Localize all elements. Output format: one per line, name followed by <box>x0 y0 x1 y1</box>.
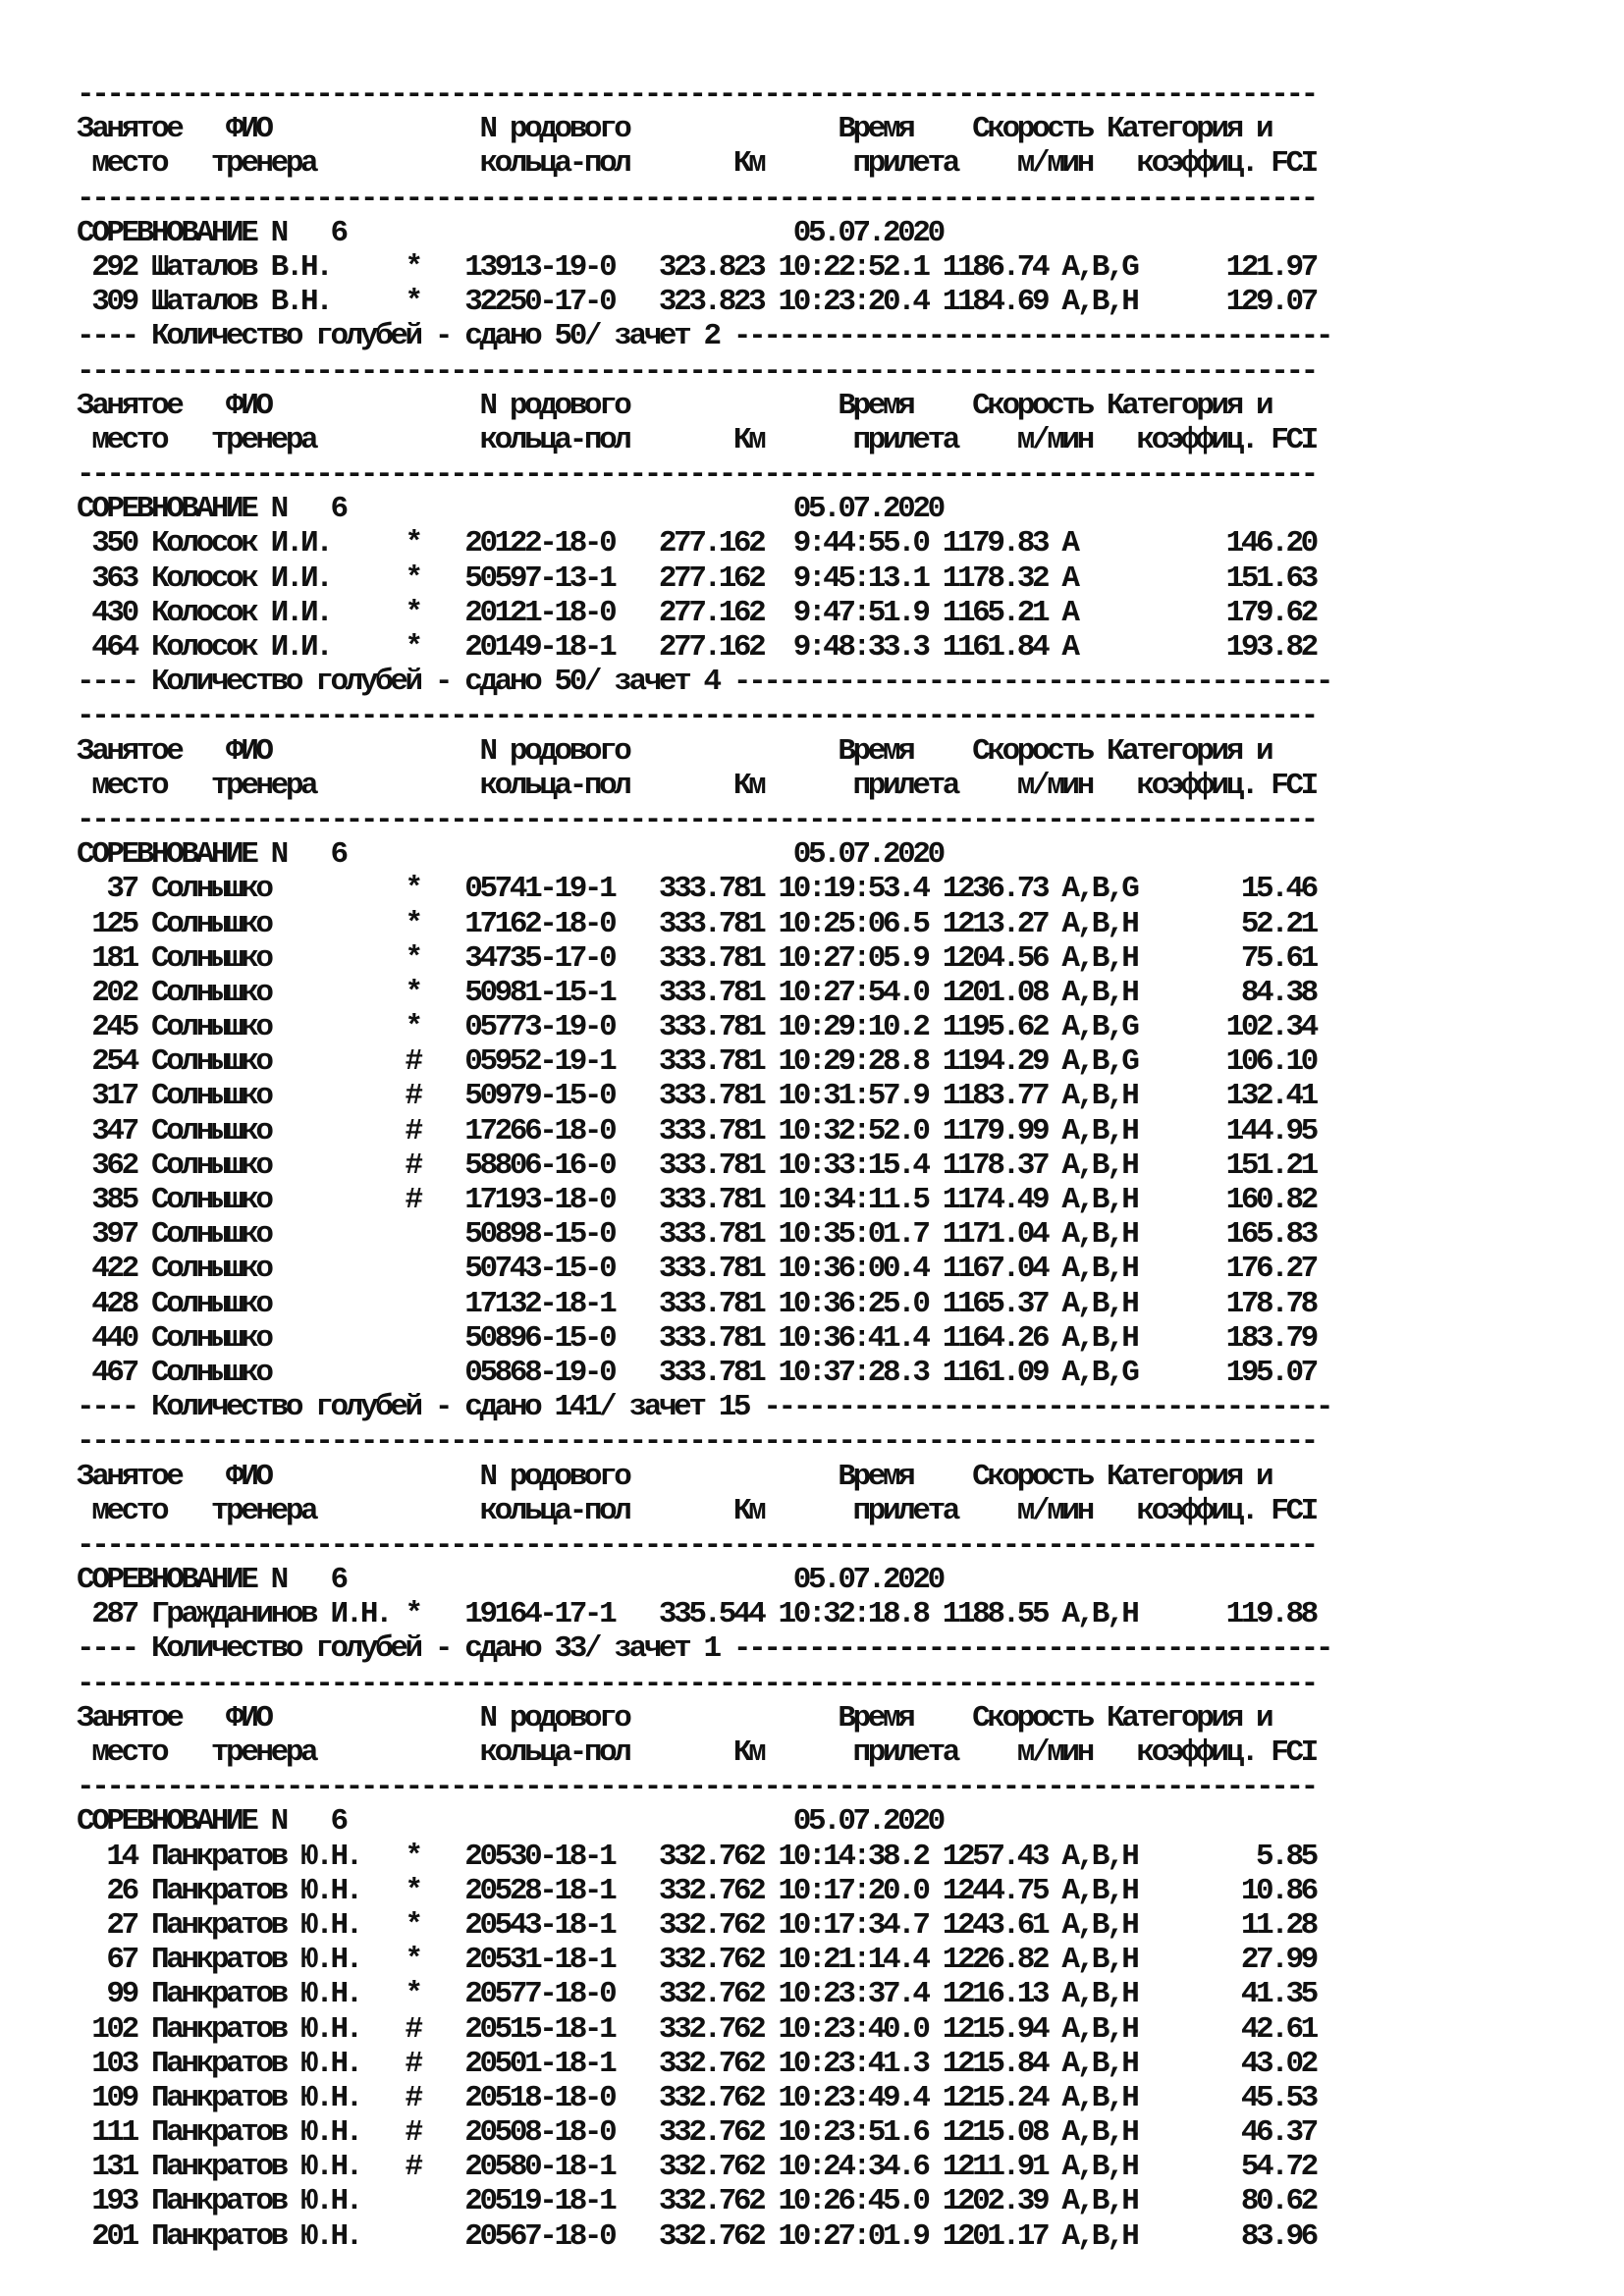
result-row: 397 Солнышко 50898-15-0 333.781 10:35:01.7 1171.04 A,B,H 165.83 <box>77 1217 1316 1253</box>
result-row: 467 Солнышко 05868-19-0 333.781 10:37:28.3 1161.09 A,B,G 195.07 <box>77 1355 1316 1390</box>
result-row: 201 Панкратов Ю.Н. 20567-18-0 332.762 10:27:01.9 1201.17 A,B,H 83.96 <box>77 2218 1316 2254</box>
result-row: 292 Шаталов В.Н. * 13913-19-0 323.823 10:22:52.1 1186.74 A,B,G 121.97 <box>77 249 1316 285</box>
column-header-line-1: Занятое ФИО N родового Время Скорость Категория и <box>77 1459 1272 1494</box>
result-row: 440 Солнышко 50896-15-0 333.781 10:36:41.4 1164.26 A,B,H 183.79 <box>77 1320 1316 1356</box>
result-row: 309 Шаталов В.Н. * 32250-17-0 323.823 10:23:20.4 1184.69 A,B,H 129.07 <box>77 285 1316 320</box>
column-header-line-1: Занятое ФИО N родового Время Скорость Категория и <box>77 1700 1272 1735</box>
result-row: 202 Солнышко * 50981-15-1 333.781 10:27:54.0 1201.08 A,B,H 84.38 <box>77 975 1316 1010</box>
result-row: 363 Колосок И.И. * 50597-13-1 277.162 9:45:13.1 1178.32 A 151.63 <box>77 561 1316 596</box>
result-row: 193 Панкратов Ю.Н. 20519-18-1 332.762 10:26:45.0 1202.39 A,B,H 80.62 <box>77 2184 1316 2219</box>
result-row: 125 Солнышко * 17162-18-0 333.781 10:25:06.5 1213.27 A,B,H 52.21 <box>77 906 1316 941</box>
separator-line: ----------------------------------------------------------------------------------- <box>77 78 1316 112</box>
separator-line: ----------------------------------------------------------------------------------- <box>77 353 1316 389</box>
result-row: 254 Солнышко # 05952-19-1 333.781 10:29:28.8 1194.29 A,B,G 106.10 <box>77 1044 1316 1080</box>
column-header-line-2: место тренера кольца-пол Км прилета м/мин коэффиц. FCI <box>77 1735 1316 1770</box>
column-header-line-1: Занятое ФИО N родового Время Скорость Категория и <box>77 388 1272 423</box>
result-row: 102 Панкратов Ю.Н. # 20515-18-1 332.762 10:23:40.0 1215.94 A,B,H 42.61 <box>77 2011 1316 2047</box>
result-row: 428 Солнышко 17132-18-1 333.781 10:36:25.0 1165.37 A,B,H 178.78 <box>77 1286 1316 1321</box>
separator-line: ----------------------------------------------------------------------------------- <box>77 181 1316 216</box>
result-row: 26 Панкратов Ю.Н. * 20528-18-1 332.762 10:17:20.0 1244.75 A,B,H 10.86 <box>77 1873 1316 1908</box>
result-row: 245 Солнышко * 05773-19-0 333.781 10:29:10.2 1195.62 A,B,G 102.34 <box>77 1010 1316 1045</box>
summary-line: ---- Количество голубей - сдано 141/ зачет 15 -------------------------------------- <box>77 1390 1331 1425</box>
result-row: 111 Панкратов Ю.Н. # 20508-18-0 332.762 10:23:51.6 1215.08 A,B,H 46.37 <box>77 2115 1316 2151</box>
competition-line: СОРЕВНОВАНИЕ N 6 05.07.2020 <box>77 1563 943 1598</box>
result-row: 347 Солнышко # 17266-18-0 333.781 10:32:52.0 1179.99 A,B,H 144.95 <box>77 1113 1316 1148</box>
result-row: 99 Панкратов Ю.Н. * 20577-18-0 332.762 10:23:37.4 1216.13 A,B,H 41.35 <box>77 1977 1316 2012</box>
result-row: 422 Солнышко 50743-15-0 333.781 10:36:00.4 1167.04 A,B,H 176.27 <box>77 1252 1316 1287</box>
result-row: 464 Колосок И.И. * 20149-18-1 277.162 9:48:33.3 1161.84 A 193.82 <box>77 630 1316 665</box>
result-row: 14 Панкратов Ю.Н. * 20530-18-1 332.762 10:14:38.2 1257.43 A,B,H 5.85 <box>77 1839 1316 1874</box>
column-header-line-1: Занятое ФИО N родового Время Скорость Категория и <box>77 112 1272 147</box>
separator-line: ----------------------------------------------------------------------------------- <box>77 1770 1316 1805</box>
result-row: 67 Панкратов Ю.Н. * 20531-18-1 332.762 10:21:14.4 1226.82 A,B,H 27.99 <box>77 1943 1316 1978</box>
result-row: 350 Колосок И.И. * 20122-18-0 277.162 9:44:55.0 1179.83 A 146.20 <box>77 526 1316 561</box>
column-header-line-2: место тренера кольца-пол Км прилета м/мин коэффиц. FCI <box>77 146 1316 182</box>
competition-line: СОРЕВНОВАНИЕ N 6 05.07.2020 <box>77 492 943 527</box>
summary-line: ---- Количество голубей - сдано 33/ зачет 1 ---------------------------------------- <box>77 1631 1331 1667</box>
column-header-line-2: место тренера кольца-пол Км прилета м/мин коэффиц. FCI <box>77 1493 1316 1528</box>
summary-line: ---- Количество голубей - сдано 50/ зачет 4 ---------------------------------------- <box>77 665 1331 700</box>
result-row: 385 Солнышко # 17193-18-0 333.781 10:34:11.5 1174.49 A,B,H 160.82 <box>77 1183 1316 1217</box>
result-row: 181 Солнышко * 34735-17-0 333.781 10:27:05.9 1204.56 A,B,H 75.61 <box>77 940 1316 976</box>
result-row: 131 Панкратов Ю.Н. # 20580-18-1 332.762 10:24:34.6 1211.91 A,B,H 54.72 <box>77 2150 1316 2185</box>
competition-line: СОРЕВНОВАНИЕ N 6 05.07.2020 <box>77 837 943 873</box>
summary-line: ---- Количество голубей - сдано 50/ зачет 2 ---------------------------------------- <box>77 319 1331 354</box>
separator-line: ----------------------------------------------------------------------------------- <box>77 1527 1316 1563</box>
separator-line: ----------------------------------------------------------------------------------- <box>77 457 1316 493</box>
column-header-line-1: Занятое ФИО N родового Время Скорость Категория и <box>77 733 1272 769</box>
separator-line: ----------------------------------------------------------------------------------- <box>77 699 1316 734</box>
result-row: 430 Колосок И.И. * 20121-18-0 277.162 9:47:51.9 1165.21 A 179.62 <box>77 595 1316 630</box>
result-row: 103 Панкратов Ю.Н. # 20501-18-1 332.762 10:23:41.3 1215.84 A,B,H 43.02 <box>77 2046 1316 2081</box>
competition-line: СОРЕВНОВАНИЕ N 6 05.07.2020 <box>77 215 943 250</box>
result-row: 317 Солнышко # 50979-15-0 333.781 10:31:57.9 1183.77 A,B,H 132.41 <box>77 1079 1316 1114</box>
result-row: 37 Солнышко * 05741-19-1 333.781 10:19:53.4 1236.73 A,B,G 15.46 <box>77 872 1316 907</box>
column-header-line-2: место тренера кольца-пол Км прилета м/мин коэффиц. FCI <box>77 422 1316 457</box>
result-row: 362 Солнышко # 58806-16-0 333.781 10:33:15.4 1178.37 A,B,H 151.21 <box>77 1148 1316 1183</box>
separator-line: ----------------------------------------------------------------------------------- <box>77 802 1316 837</box>
column-header-line-2: место тренера кольца-пол Км прилета м/мин коэффиц. FCI <box>77 768 1316 803</box>
results-sheet <box>77 78 1330 2254</box>
result-row: 27 Панкратов Ю.Н. * 20543-18-1 332.762 10:17:34.7 1243.61 A,B,H 11.28 <box>77 1907 1316 1943</box>
result-row: 109 Панкратов Ю.Н. # 20518-18-0 332.762 10:23:49.4 1215.24 A,B,H 45.53 <box>77 2080 1316 2115</box>
separator-line: ----------------------------------------------------------------------------------- <box>77 1666 1316 1701</box>
result-row: 287 Гражданинов И.Н. * 19164-17-1 335.544 10:32:18.8 1188.55 A,B,H 119.88 <box>77 1597 1316 1632</box>
separator-line: ----------------------------------------------------------------------------------- <box>77 1424 1316 1460</box>
competition-line: СОРЕВНОВАНИЕ N 6 05.07.2020 <box>77 1804 943 1840</box>
